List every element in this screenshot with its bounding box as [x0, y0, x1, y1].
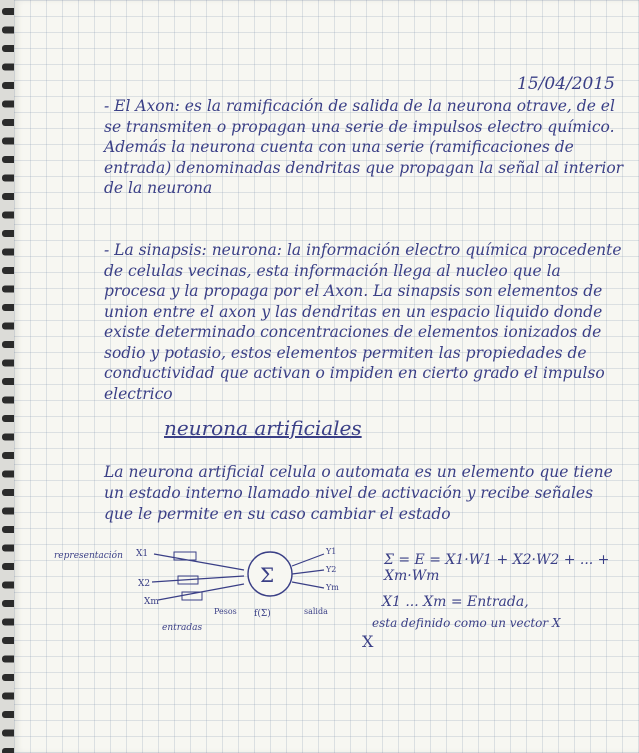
input-x1: X1	[136, 549, 149, 559]
axon-paragraph: - El Axon: es la ramificación de salida de la neurona otrave, de el se transmiten o propagan una serie de impulsos electro químico. Además la neurona cuenta con una serie (ramificaciones de entrada) denominadas dendritas que propagan la señal al interior de la neurona	[104, 97, 624, 197]
output-label: salida	[304, 607, 328, 616]
output-y2: Y2	[326, 565, 337, 574]
function-label: f(Σ)	[254, 609, 271, 619]
inputs-definition: X1 ... Xm = Entrada,	[382, 594, 529, 610]
diagram-label-representacion: representación	[54, 551, 123, 561]
input-xm: Xm	[144, 597, 159, 607]
sum-symbol: Σ	[260, 563, 275, 587]
inputs-definition-vector: esta definido como un vector X	[372, 616, 561, 630]
inputs-label: entradas	[162, 623, 203, 633]
sinapsis-paragraph: - La sinapsis: neurona: la información electro química procedente de celulas vecinas, esta información llega al nucleo que la procesa y la propaga por el Axon. La sinapsis son elementos de union entre el axon y las dendritas en un espacio liquido donde existe determinado concentraciones de elementos ionizados de sodio y potasio, estos elementos permiten las propiedades de conductividad que activan o impiden en cierto grado el impulso electrico	[104, 241, 622, 403]
weights-label: Pesos	[214, 607, 237, 616]
vector-symbol: X	[362, 632, 374, 651]
section-heading: neurona artificiales	[164, 416, 362, 440]
notebook-page	[14, 0, 639, 753]
neuron-diagram	[54, 536, 354, 646]
input-x2: X2	[138, 579, 151, 589]
artificial-neuron-paragraph: La neurona artificial celula o automata es un elemento que tiene un estado interno llamado nivel de activación y recibe señales que le permite en su caso cambiar el estado	[104, 463, 613, 523]
output-ym: Ym	[326, 583, 339, 592]
page-date: 15/04/2015	[517, 74, 615, 94]
output-y1: Y1	[326, 547, 337, 556]
sum-formula: Σ = E = X1·W1 + X2·W2 + ... + Xm·Wm	[384, 552, 610, 584]
